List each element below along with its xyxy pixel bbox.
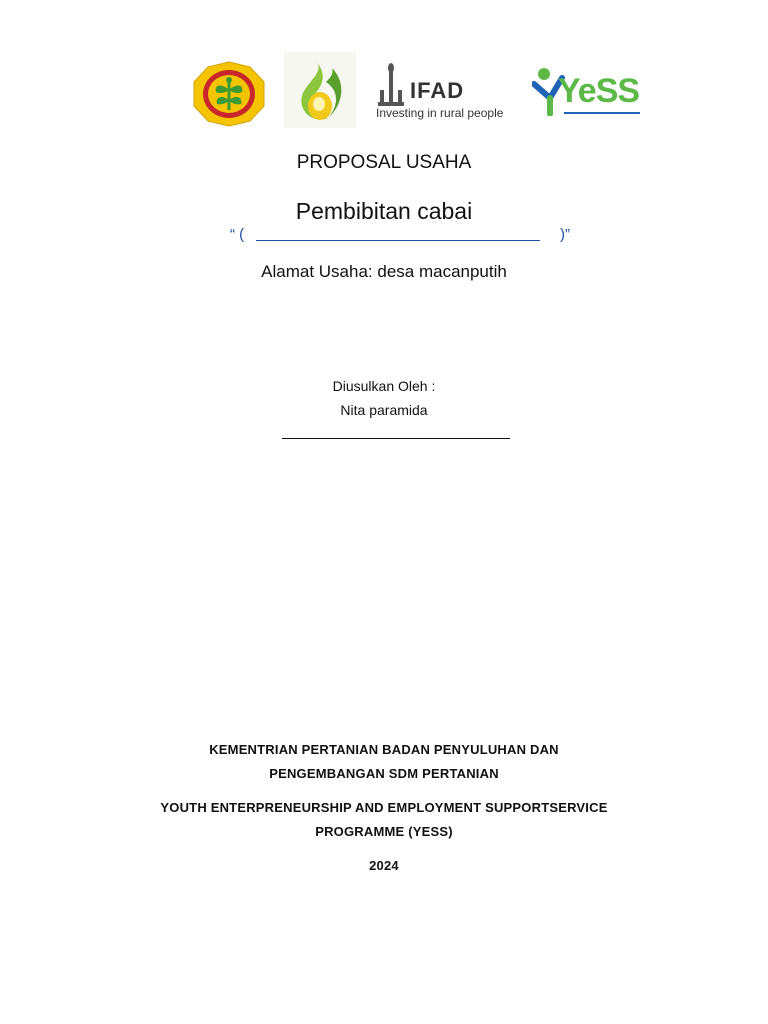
ifad-tagline: Investing in rural people bbox=[376, 106, 504, 120]
business-name-title: Pembibitan cabai bbox=[295, 198, 473, 224]
quote-open: “ ( bbox=[230, 226, 245, 243]
proposed-by-label: Diusulkan Oleh : bbox=[332, 378, 436, 394]
ministry-logo bbox=[190, 60, 268, 128]
wheat-icon bbox=[376, 62, 406, 108]
ministry-line-1: KEMENTRIAN PERTANIAN BADAN PENYULUHAN DAN bbox=[209, 742, 559, 757]
ifad-name: IFAD bbox=[410, 78, 465, 103]
yess-underline bbox=[564, 112, 640, 114]
programme-line-1: YOUTH ENTERPRENEURSHIP AND EMPLOYMENT SUPPORTSERVICE bbox=[160, 800, 608, 815]
yess-name: YeSS bbox=[558, 72, 640, 110]
blank-line bbox=[256, 240, 540, 241]
proposer-name: Nita paramida bbox=[340, 402, 428, 418]
document-type-title: PROPOSAL USAHA bbox=[296, 152, 472, 173]
yess-logo bbox=[532, 64, 644, 120]
ifad-logo bbox=[376, 60, 521, 124]
business-address: Alamat Usaha: desa macanputih bbox=[261, 262, 507, 281]
business-tagline-blank bbox=[230, 226, 570, 248]
signature-line bbox=[282, 438, 510, 439]
flame-logo bbox=[284, 52, 356, 128]
proposal-year: 2024 bbox=[369, 858, 399, 873]
flame-emblem-icon bbox=[284, 52, 356, 128]
ministry-line-2: PENGEMBANGAN SDM PERTANIAN bbox=[269, 766, 499, 781]
quote-close: )” bbox=[560, 226, 570, 243]
programme-line-2: PROGRAMME (YESS) bbox=[315, 824, 453, 839]
ministry-emblem-icon bbox=[190, 60, 268, 128]
